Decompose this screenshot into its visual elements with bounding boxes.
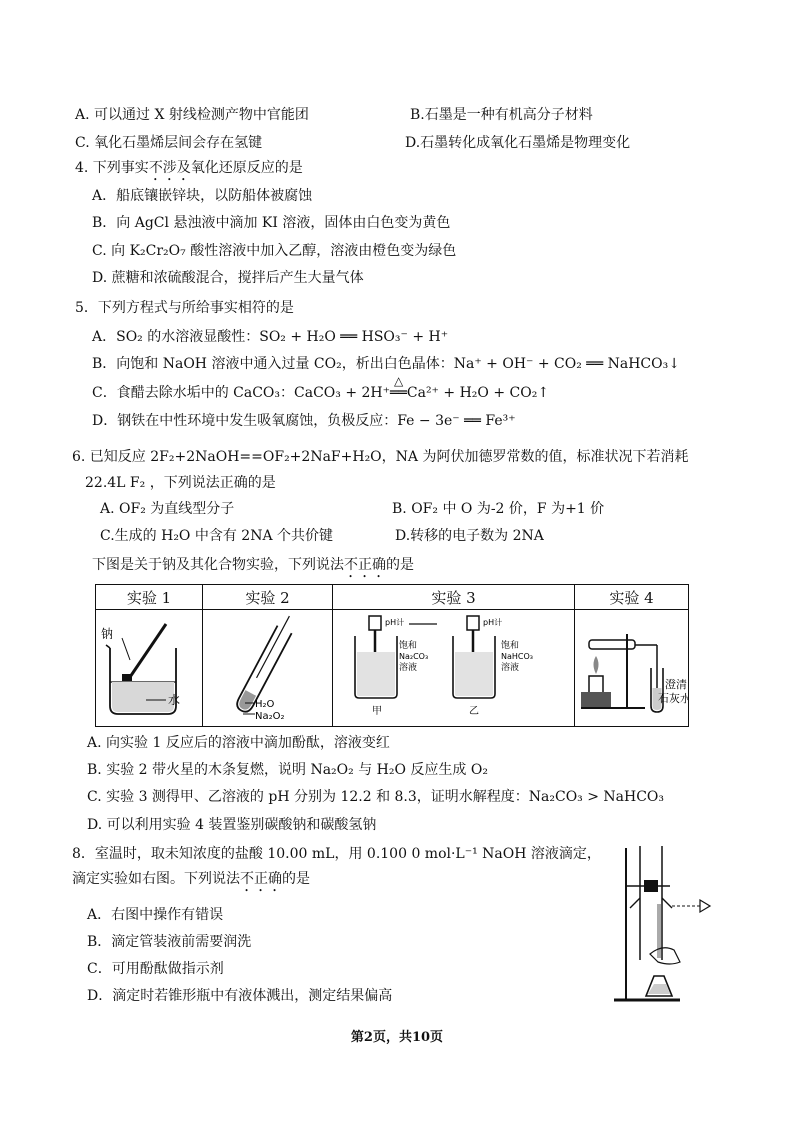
svg-text:溶液: 溶液 xyxy=(399,663,418,673)
q3-option-c: C. 氧化石墨烯层间会存在氢键 xyxy=(75,135,263,151)
ph-meter-2-label: pH计 xyxy=(483,618,503,627)
q6-option-c: C.生成的 H₂O 中含有 2NA 个共价键 xyxy=(100,528,334,544)
q5-option-d: D．钢铁在中性环境中发生吸氧腐蚀，负极反应：Fe − 3e⁻ ══ Fe³⁺ xyxy=(92,413,516,429)
beaker-jia-label: 甲 xyxy=(372,706,382,717)
svg-text:澄清: 澄清 xyxy=(665,678,687,691)
ph-meter-1 xyxy=(369,616,381,630)
water-label: 水 xyxy=(168,693,181,707)
q3-option-a: A. 可以通过 X 射线检测产物中官能团 xyxy=(75,107,309,123)
q6-option-d: D.转移的电子数为 2NA xyxy=(395,528,544,544)
q5-option-a: A．SO₂ 的水溶液显酸性：SO₂ + H₂O ══ HSO₃⁻ + H⁺ xyxy=(92,329,449,345)
q6-stem-line2: 22.4L F₂ ，下列说法正确的是 xyxy=(85,475,276,491)
hand-icon xyxy=(650,948,680,964)
svg-text:饱和: 饱和 xyxy=(501,641,520,651)
exp2-cell xyxy=(203,610,333,727)
svg-text:Na₂CO₃: Na₂CO₃ xyxy=(399,652,429,661)
q5-stem: 5．下列方程式与所给事实相符的是 xyxy=(75,300,294,316)
burette-clamp xyxy=(644,880,658,892)
svg-text:溶液: 溶液 xyxy=(501,663,520,673)
q7-stem: 下图是关于钠及其化合物实验，下列说法不正确的是 xyxy=(92,557,414,573)
experiment-table xyxy=(95,584,689,727)
exp1-diagram xyxy=(96,610,202,722)
page-footer: 第2页，共10页 xyxy=(350,1030,444,1045)
q7-option-c: C. 实验 3 测得甲、乙溶液的 pH 分别为 12.2 和 8.3，证明水解程度：Na₂CO₃ > NaHCO₃ xyxy=(87,789,665,805)
exp3-diagram xyxy=(333,610,574,722)
exp2-diagram xyxy=(203,610,332,722)
q5-option-c: C．食醋去除水垢中的 CaCO₃：CaCO₃ + 2H⁺ △ ══Ca²⁺ + H₂O + CO₂↑ xyxy=(92,374,550,401)
q4-option-d: D. 蔗糖和浓硫酸混合，搅拌后产生大量气体 xyxy=(92,270,364,286)
heat-base xyxy=(581,692,611,708)
svg-text:石灰水: 石灰水 xyxy=(658,692,688,705)
exp1-header: 实验 1 xyxy=(96,585,203,610)
svg-text:饱和: 饱和 xyxy=(399,641,418,651)
sodium-label: 钠 xyxy=(101,627,114,641)
q3-option-d: D.石墨转化成氧化石墨烯是物理变化 xyxy=(405,135,631,151)
eye-icon xyxy=(700,900,710,912)
q7-option-a: A. 向实验 1 反应后的溶液中滴加酚酞，溶液变红 xyxy=(87,735,390,751)
q5-option-b: B．向饱和 NaOH 溶液中通入过量 CO₂，析出白色晶体：Na⁺ + OH⁻ + CO₂ ══ NaHCO₃↓ xyxy=(92,356,680,372)
beaker-yi-label: 乙 xyxy=(469,706,479,717)
ph-meter-1-label: pH计 xyxy=(385,618,405,627)
exp2-header: 实验 2 xyxy=(203,585,333,610)
q4-option-b: B．向 AgCl 悬浊液中滴加 KI 溶液，固体由白色变为黄色 xyxy=(92,215,451,231)
q4-option-c: C. 向 K₂Cr₂O₇ 酸性溶液中加入乙醇，溶液由橙色变为绿色 xyxy=(92,243,457,259)
q7-option-b: B. 实验 2 带火星的木条复燃，说明 Na₂O₂ 与 H₂O 反应生成 O₂ xyxy=(87,762,488,778)
h2o-label: H₂O xyxy=(255,699,275,710)
ph-meter-2 xyxy=(467,616,479,630)
q7-option-d: D. 可以利用实验 4 装置鉴别碳酸钠和碳酸氢钠 xyxy=(87,817,377,833)
q6-stem-line1: 6. 已知反应 2F₂+2NaOH==OF₂+2NaF+H₂O，NA 为阿伏加德罗常数的值，标准状况下若消耗 xyxy=(72,449,689,465)
exp3-cell xyxy=(333,610,575,727)
sodium-piece xyxy=(122,674,132,681)
exp4-header: 实验 4 xyxy=(575,585,689,610)
svg-text:NaHCO₃: NaHCO₃ xyxy=(501,652,533,661)
exp4-cell xyxy=(575,610,689,727)
q8-option-c: C．可用酚酞做指示剂 xyxy=(87,961,224,977)
q4-stem: 4. 下列事实不涉及氧化还原反应的是 xyxy=(75,160,303,176)
exp4-diagram xyxy=(575,610,688,722)
q8-option-b: B．滴定管装液前需要润洗 xyxy=(87,934,252,950)
q3-option-b: B.石墨是一种有机高分子材料 xyxy=(410,107,593,123)
q6-option-a: A. OF₂ 为直线型分子 xyxy=(100,501,235,517)
q8-stem-line2: 滴定实验如右图。下列说法不正确的是 xyxy=(72,871,310,887)
alcohol-lamp xyxy=(589,676,603,692)
na2o2-label: Na₂O₂ xyxy=(255,711,285,722)
q4-option-a: A．船底镶嵌锌块，以防船体被腐蚀 xyxy=(92,188,313,204)
q6-option-b: B. OF₂ 中 O 为-2 价，F 为+1 价 xyxy=(392,501,605,517)
q8-option-d: D．滴定时若锥形瓶中有液体溅出，测定结果偏高 xyxy=(87,988,393,1004)
q8-stem-line1: 8．室温时，取未知浓度的盐酸 10.00 mL，用 0.100 0 mol·L⁻¹ NaOH 溶液滴定， xyxy=(72,846,601,862)
titration-diagram xyxy=(610,840,720,1010)
exp1-cell xyxy=(96,610,203,727)
water-body xyxy=(112,682,174,712)
q8-option-a: A．右图中操作有错误 xyxy=(87,907,224,923)
tweezers xyxy=(128,624,166,680)
horizontal-tube xyxy=(589,640,635,649)
exp3-header: 实验 3 xyxy=(333,585,575,610)
